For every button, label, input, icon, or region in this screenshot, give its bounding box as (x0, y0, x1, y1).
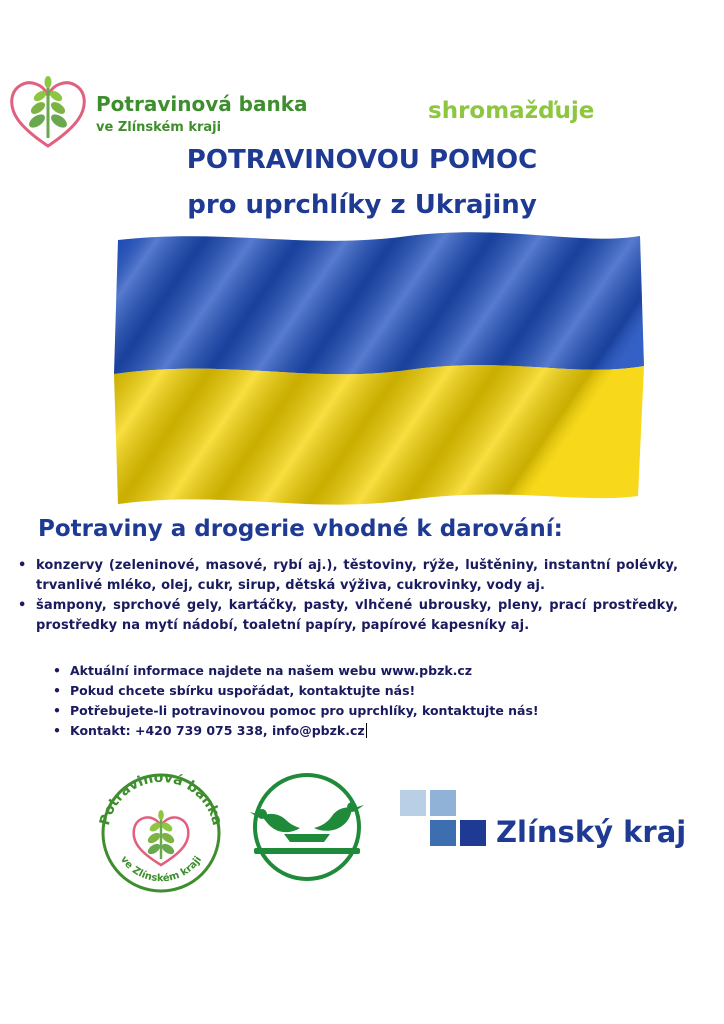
info-list (52, 661, 539, 741)
donation-list (16, 556, 678, 636)
organization-name: Potravinová banka (96, 92, 308, 116)
collects-label: shromažďuje (428, 98, 595, 124)
squares-icon (400, 790, 486, 846)
birds-icon (250, 802, 364, 854)
donation-heading: Potraviny a drogerie vhodné k darování: (38, 516, 563, 542)
organization-region: ve Zlínském kraji (96, 120, 222, 135)
birds-feeding-logo (244, 772, 370, 882)
circle-logo-bottom-text: ve Zlínském kraji (117, 854, 205, 885)
circle-logo-top-text: Potravinová banka (96, 769, 226, 828)
page-subtitle: pro uprchlíky z Ukrajiny (187, 190, 537, 220)
region-name: Zlínský kraj (496, 815, 687, 849)
food-bank-logo (8, 74, 88, 150)
contact-text: Kontakt: +420 739 075 338, info@pbzk.cz (70, 723, 365, 738)
zlinsky-kraj-logo (400, 790, 690, 850)
page-title: POTRAVINOVOU POMOC (186, 145, 538, 175)
list-item: • Pokud chcete sbírku uspořádat, kontaktujte nás! (52, 681, 539, 701)
list-item (52, 721, 539, 741)
ukraine-flag-image (108, 228, 648, 508)
list-item: • Aktuální informace najdete na našem webu www.pbzk.cz (52, 661, 539, 681)
text-cursor (366, 723, 367, 738)
wheat-icon (27, 76, 69, 138)
list-item: • šampony, sprchové gely, kartáčky, pasty, vlhčené ubrousky, pleny, prací prostředky, prostředky na mytí nádobí, toaletní papíry, papírové kapesníky aj. (16, 596, 678, 636)
list-item: • Potřebujete-li potravinovou pomoc pro uprchlíky, kontaktujte nás! (52, 701, 539, 721)
list-item: • konzervy (zeleninové, masové, rybí aj.), těstoviny, rýže, luštěniny, instantní polévky, trvanlivé mléko, olej, cukr, sirup, dětská výživa, cukrovinky, vody aj. (16, 556, 678, 596)
food-bank-circle-logo (94, 769, 228, 893)
